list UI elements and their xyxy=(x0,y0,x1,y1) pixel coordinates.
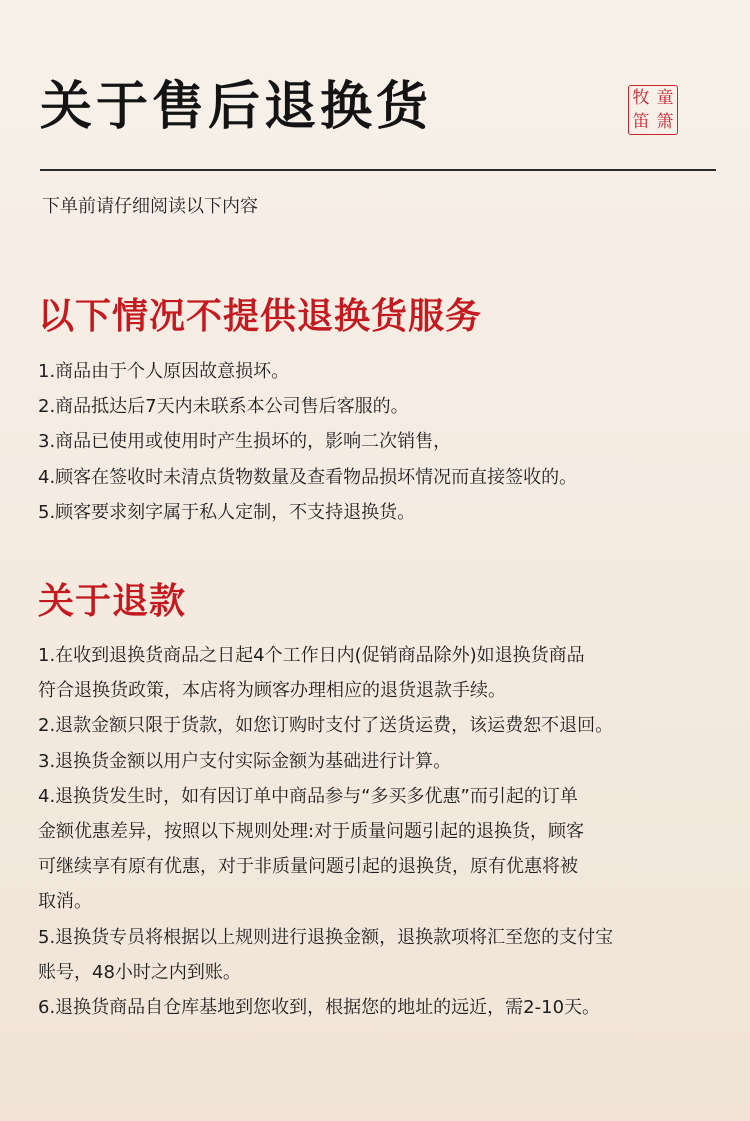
list-item: 3.商品已使用或使用时产生损坏的，影响二次销售， xyxy=(38,431,452,453)
no-service-list xyxy=(38,354,577,530)
seal-char: 箫 xyxy=(656,112,674,132)
seal-char: 笛 xyxy=(632,112,650,132)
no-service-heading: 以下情况不提供退换货服务 xyxy=(38,295,483,337)
list-item: 2.商品抵达后7天内未联系本公司售后客服的。 xyxy=(38,396,409,418)
list-item: 5.顾客要求刻字属于私人定制，不支持退换货。 xyxy=(38,501,416,523)
list-item: 3.退换货金额以用户支付实际金额为基础进行计算。 xyxy=(38,750,452,772)
seal-char: 童 xyxy=(656,88,674,108)
page-title: 关于售后退换货 xyxy=(40,76,433,137)
list-item: 5.退换货专员将根据以上规则进行退换金额，退换款项将汇至您的支付宝 账号，48小时之内到账。 xyxy=(38,926,614,983)
list-item: 4.顾客在签收时未清点货物数量及查看物品损坏情况而直接签收的。 xyxy=(38,466,578,488)
list-item: 6.退换货商品自仓库基地到您收到，根据您的地址的远近，需2-10天。 xyxy=(38,997,601,1019)
list-item: 1.在收到退换货商品之日起4个工作日内(促销商品除外)如退换货商品 符合退换货政策，本店将为顾客办理相应的退货退款手续。 xyxy=(38,645,585,702)
seal-char: 牧 xyxy=(632,88,650,108)
list-item: 1.商品由于个人原因故意损坏。 xyxy=(38,361,290,382)
title-divider xyxy=(40,169,716,171)
subtitle: 下单前请仔细阅读以下内容 xyxy=(42,196,258,217)
brand-seal xyxy=(628,85,678,135)
refund-heading: 关于退款 xyxy=(38,580,187,622)
refund-list xyxy=(38,638,613,1025)
list-item: 4.退换货发生时，如有因订单中商品参与“多买多优惠”而引起的订单 金额优惠差异，按照以下规则处理:对于质量问题引起的退换货，顾客 可继续享有原有优惠，对于非质量问题引起的退换货，原有优惠将被 取消。 xyxy=(38,785,585,913)
list-item: 2.退款金额只限于货款，如您订购时支付了送货运费，该运费恕不退回。 xyxy=(38,715,614,737)
